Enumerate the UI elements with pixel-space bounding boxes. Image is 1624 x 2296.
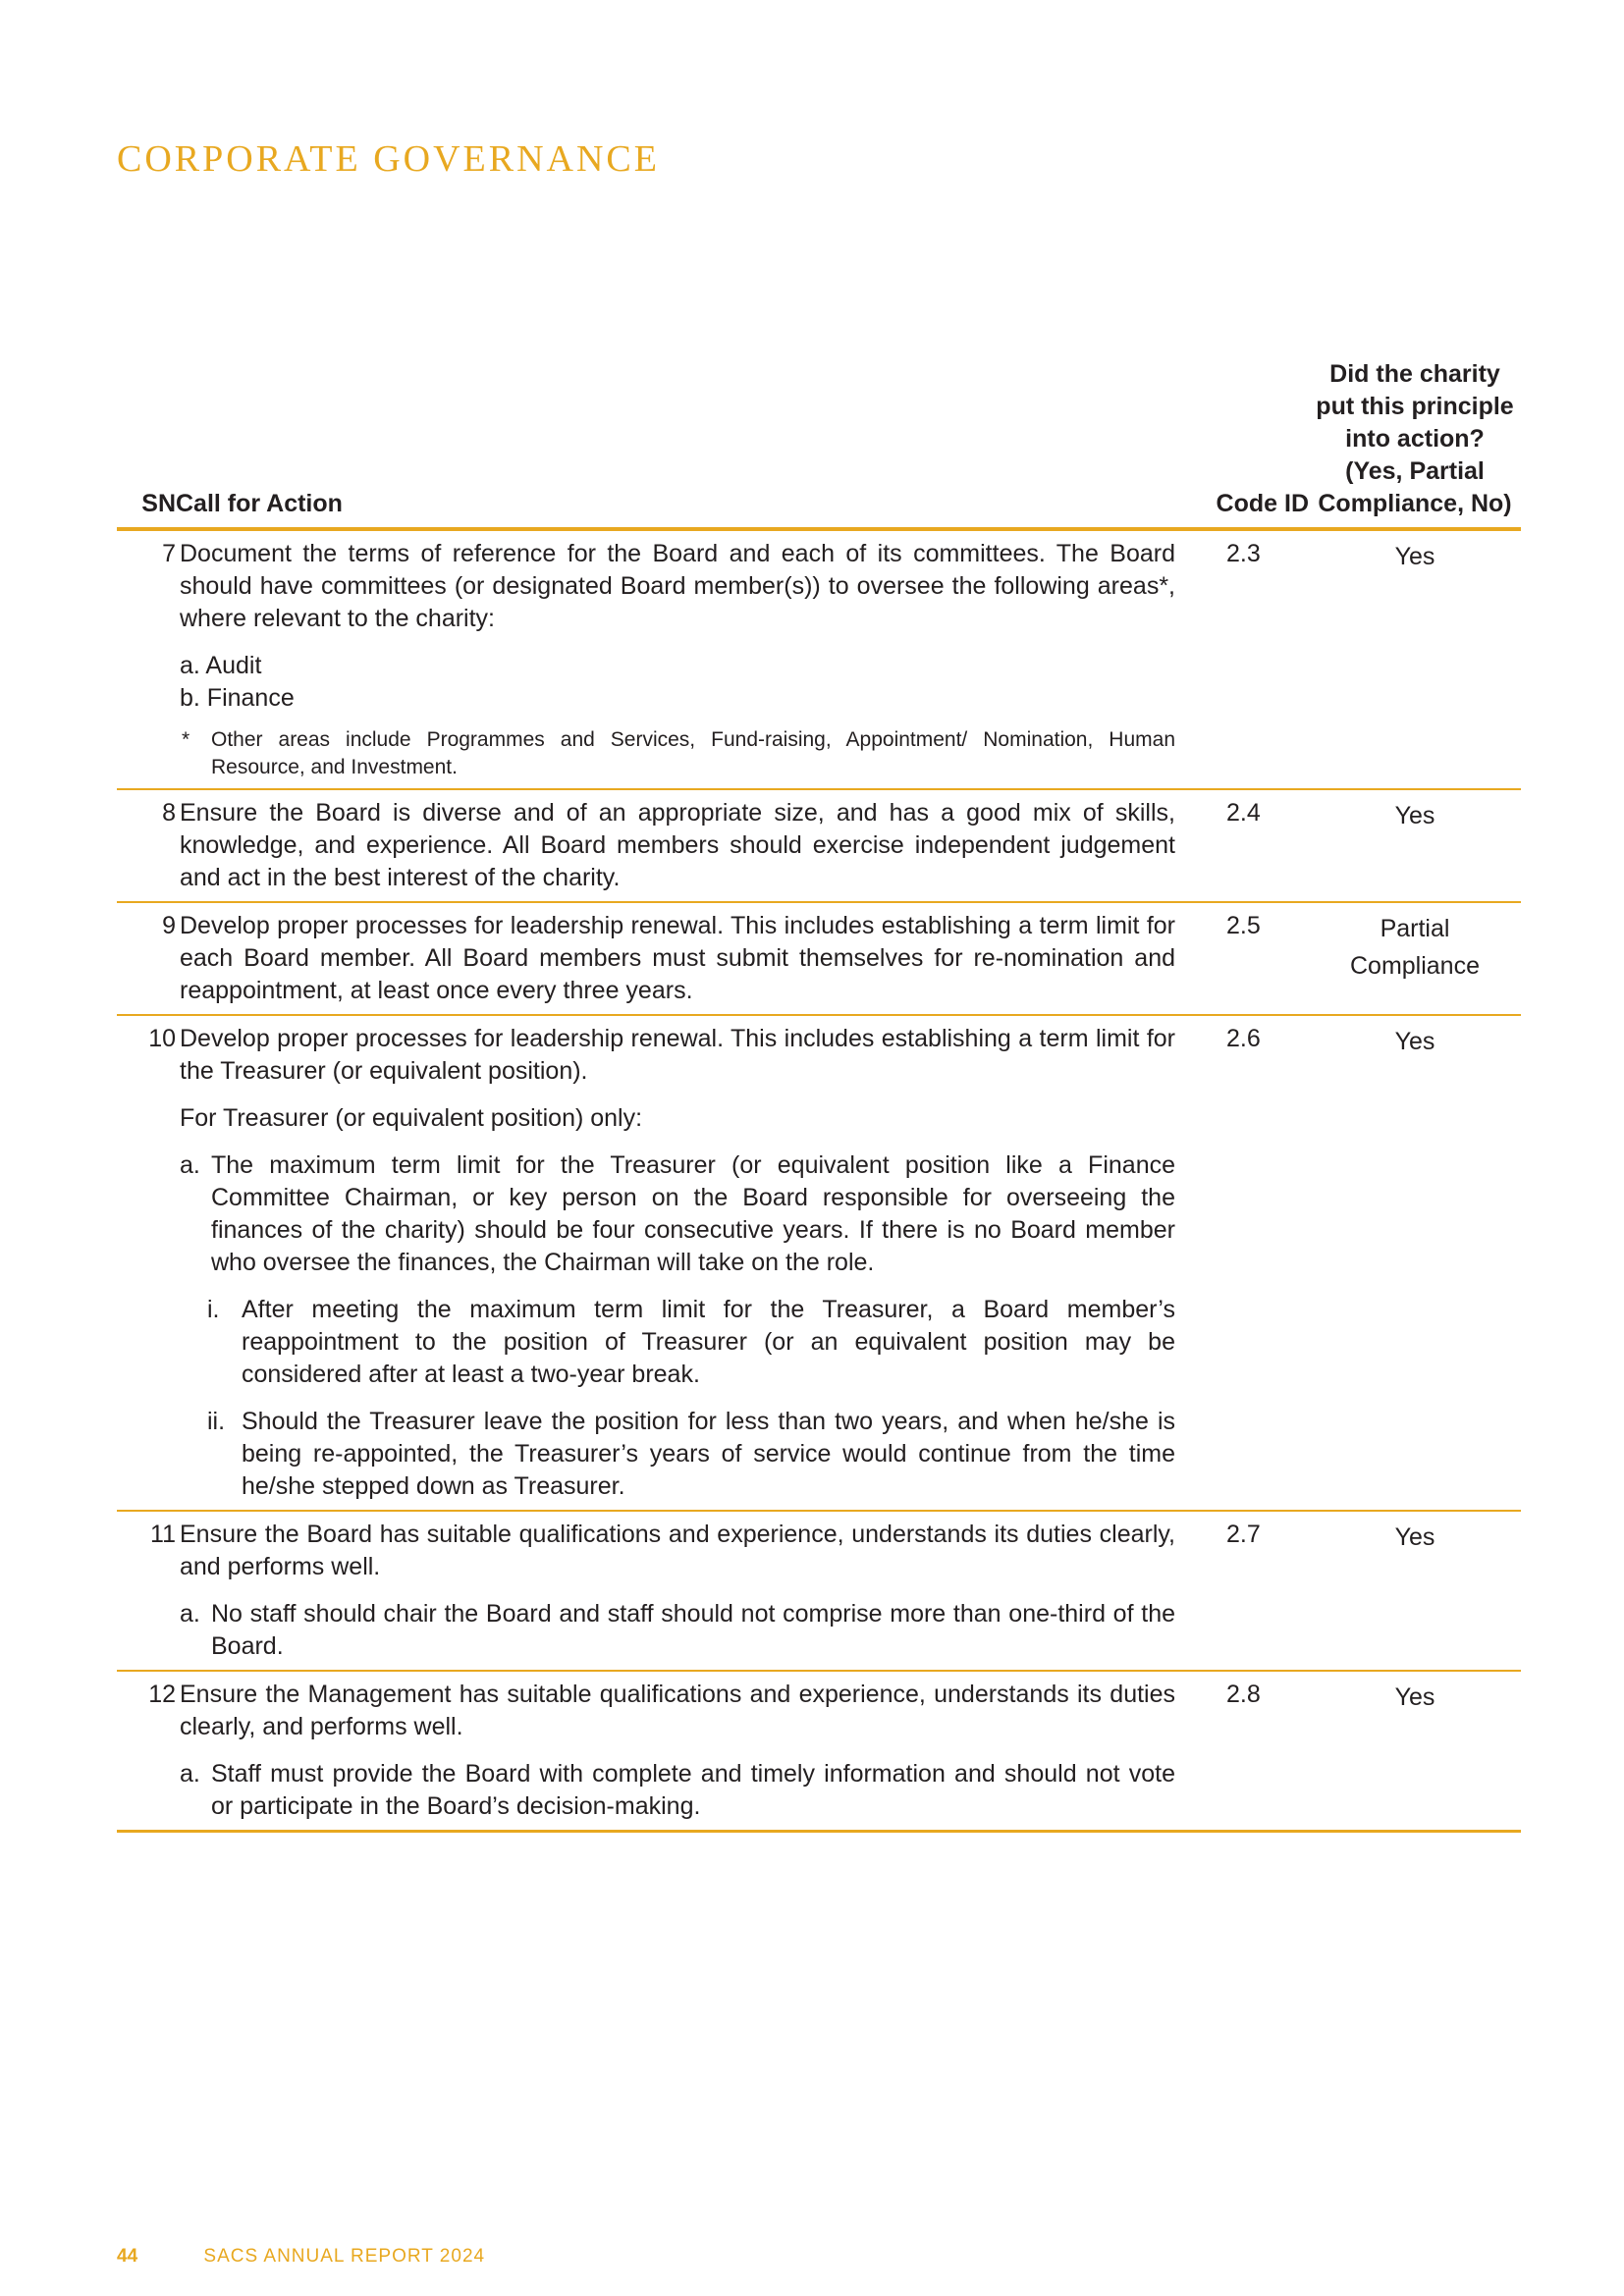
report-name: SACS ANNUAL REPORT 2024 bbox=[203, 2246, 486, 2267]
row-call-for-action bbox=[176, 789, 1195, 902]
row-code-id: 2.7 bbox=[1195, 1511, 1309, 1671]
list-marker: ii. bbox=[207, 1408, 226, 1435]
row-sn: 8 bbox=[117, 789, 176, 902]
row-sn: 11 bbox=[117, 1511, 176, 1671]
row-list-item bbox=[180, 1149, 1175, 1279]
row-sublist-item bbox=[180, 1406, 1175, 1503]
list-item-text: Staff must provide the Board with complete and timely information and should not vote or participate in the Board’s decision-making. bbox=[211, 1760, 1175, 1820]
row-sn: 9 bbox=[117, 902, 176, 1015]
table-row bbox=[117, 1671, 1521, 1832]
row-text: Ensure the Board is diverse and of an appropriate size, and has a good mix of skills, knowledge, and experience. All Board members should exercise independent judgement and act in the best interest of the charity. bbox=[180, 799, 1175, 891]
header-call-for-action: Call for Action bbox=[176, 358, 1195, 529]
row-list-item bbox=[180, 1598, 1175, 1663]
row-call-for-action bbox=[176, 902, 1195, 1015]
footnote-marker: * bbox=[182, 728, 190, 751]
header-compliance-line: Compliance, No) bbox=[1318, 490, 1512, 517]
row-code-id: 2.4 bbox=[1195, 789, 1309, 902]
row-compliance: Yes bbox=[1309, 529, 1521, 789]
row-code-id: 2.5 bbox=[1195, 902, 1309, 1015]
row-text: Ensure the Management has suitable qualifications and experience, understands its duties clearly, and performs well. bbox=[180, 1681, 1175, 1740]
row-call-for-action bbox=[176, 529, 1195, 789]
list-marker: a. bbox=[180, 1600, 200, 1628]
row-item: a. Audit bbox=[180, 652, 262, 679]
table-row bbox=[117, 789, 1521, 902]
table-row bbox=[117, 1511, 1521, 1671]
header-compliance-line: (Yes, Partial bbox=[1345, 457, 1485, 485]
page-number: 44 bbox=[117, 2246, 138, 2267]
table-row bbox=[117, 529, 1521, 789]
row-text: Ensure the Board has suitable qualifications and experience, understands its duties clearly, and performs well. bbox=[180, 1521, 1175, 1580]
row-text: Develop proper processes for leadership renewal. This includes establishing a term limit for each Board member. All Board members must submit themselves for re-nomination and reappointment, at least once every three years. bbox=[180, 912, 1175, 1004]
header-compliance-line: Did the charity bbox=[1329, 360, 1500, 388]
list-item-text: The maximum term limit for the Treasurer (or equivalent position like a Finance Committee Chairman, or key person on the Board responsible for overseeing the finances of the charity) should be four consecutive years. If there is no Board member who oversee the finances, the Chairman will take on the role. bbox=[211, 1151, 1175, 1276]
header-compliance-line: put this principle bbox=[1316, 393, 1514, 420]
page-footer bbox=[117, 2246, 485, 2268]
footnote-text: Other areas include Programmes and Services, Fund-raising, Appointment/ Nomination, Human Resource, and Investment. bbox=[211, 728, 1175, 778]
row-code-id: 2.3 bbox=[1195, 529, 1309, 789]
row-code-id: 2.6 bbox=[1195, 1015, 1309, 1511]
row-subheading: For Treasurer (or equivalent position) only: bbox=[180, 1104, 643, 1132]
section-title: CORPORATE GOVERNANCE bbox=[117, 138, 660, 180]
row-call-for-action bbox=[176, 1015, 1195, 1511]
row-text: Document the terms of reference for the Board and each of its committees. The Board should have committees (or designated Board member(s)) to oversee the following areas*, where relevant to the charity: bbox=[180, 540, 1175, 632]
row-call-for-action bbox=[176, 1671, 1195, 1832]
row-sn: 10 bbox=[117, 1015, 176, 1511]
row-code-id: 2.8 bbox=[1195, 1671, 1309, 1832]
header-sn: SN bbox=[117, 358, 176, 529]
table-row bbox=[117, 1015, 1521, 1511]
row-compliance: Yes bbox=[1309, 1671, 1521, 1832]
row-text: Develop proper processes for leadership renewal. This includes establishing a term limit for the Treasurer (or equivalent position). bbox=[180, 1025, 1175, 1085]
table-header-row bbox=[117, 358, 1521, 529]
list-marker: a. bbox=[180, 1151, 200, 1179]
list-item-text: Should the Treasurer leave the position for less than two years, and when he/she is being re-appointed, the Treasurer’s years of service would continue from the time he/she stepped down as Treasurer. bbox=[242, 1408, 1175, 1500]
header-compliance bbox=[1309, 358, 1521, 529]
row-call-for-action bbox=[176, 1511, 1195, 1671]
list-item-text: No staff should chair the Board and staff should not comprise more than one-third of the Board. bbox=[211, 1600, 1175, 1660]
row-compliance: Yes bbox=[1309, 1511, 1521, 1671]
list-marker: a. bbox=[180, 1760, 200, 1788]
row-sn: 12 bbox=[117, 1671, 176, 1832]
header-code-id: Code ID bbox=[1195, 358, 1309, 529]
row-compliance bbox=[1309, 902, 1521, 1015]
governance-table bbox=[117, 358, 1521, 1833]
row-item: b. Finance bbox=[180, 684, 295, 712]
row-compliance-line: Partial bbox=[1380, 915, 1450, 942]
row-footnote bbox=[180, 726, 1175, 781]
table-row bbox=[117, 902, 1521, 1015]
list-item-text: After meeting the maximum term limit for the Treasurer, a Board member’s reappointment to the position of Treasurer (or an equivalent position may be considered after at least a two-year break. bbox=[242, 1296, 1175, 1388]
list-marker: i. bbox=[207, 1296, 220, 1323]
header-compliance-line: into action? bbox=[1345, 425, 1485, 453]
row-compliance: Yes bbox=[1309, 789, 1521, 902]
row-compliance-line: Compliance bbox=[1349, 952, 1480, 980]
row-sn: 7 bbox=[117, 529, 176, 789]
row-sublist-item bbox=[180, 1294, 1175, 1391]
row-list-item bbox=[180, 1758, 1175, 1823]
row-compliance: Yes bbox=[1309, 1015, 1521, 1511]
